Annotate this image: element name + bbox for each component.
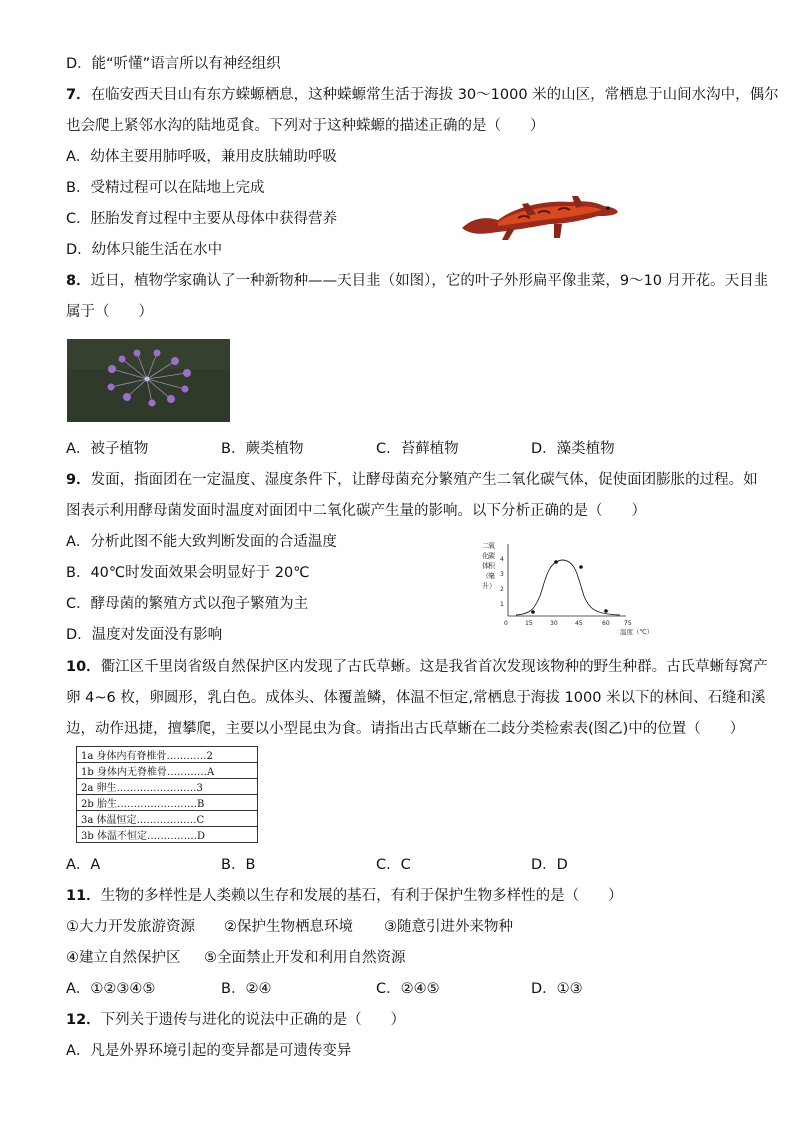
graph-xtick-75: 75	[624, 620, 632, 627]
q10-option-b: B．B	[221, 857, 256, 873]
q10-option-c: C．C	[376, 857, 411, 873]
graph-ylabel-2: 化	[482, 552, 489, 560]
q7-option-c: C．胚胎发育过程中主要从母体中获得营养	[66, 211, 338, 227]
q8-option-c: C．苔藓植物	[376, 441, 459, 457]
graph-ylabel-3: 碳	[488, 552, 495, 560]
q11-item-5: ⑤全面禁止开发和利用自然资源	[204, 950, 406, 966]
q8-stem-line2: 属于（ ）	[66, 304, 153, 320]
graph-curve	[516, 560, 620, 615]
q10-number: 10．	[66, 659, 101, 675]
dichotomous-key-table	[76, 746, 258, 843]
graph-ylabel-1: 氧	[488, 542, 495, 550]
key-row-1b: 1b 身体内无脊椎骨…………A	[77, 763, 258, 779]
q8-options-row	[66, 439, 746, 459]
graph-xtick-0: 0	[504, 620, 508, 627]
q6-option-d: D．能“听懂”语言所以有神经组织	[66, 56, 281, 72]
graph-ylabel-4: 体	[482, 562, 489, 570]
q8-number: 8．	[66, 273, 91, 289]
q11-option-b: B．②④	[221, 981, 272, 997]
flower-illustration	[67, 339, 230, 422]
q9-number: 9．	[66, 472, 91, 488]
q11-options-row	[66, 979, 746, 999]
graph-ylabel-6: （	[482, 572, 489, 580]
graph-ytick-1: 1	[500, 601, 504, 608]
q9-option-d: D．温度对发面没有影响	[66, 627, 223, 643]
key-row-2b: 2b 胎生……………………B	[77, 795, 258, 811]
graph-point-45	[579, 565, 583, 569]
graph-point-15	[531, 610, 535, 614]
q11-option-c: C．②④⑤	[376, 981, 440, 997]
q12-stem: 12．下列关于遗传与进化的说法中正确的是（ ）	[66, 1012, 406, 1028]
graph-point-30	[554, 560, 558, 564]
q11-item-2: ②保护生物栖息环境	[224, 919, 353, 935]
co2-temperature-graph	[480, 540, 660, 640]
graph-xlabel: 温度（℃）	[620, 628, 654, 636]
q10-options-row	[66, 855, 746, 875]
q11-item-1: ①大力开发旅游资源	[66, 919, 195, 935]
q9-option-c: C．酵母菌的繁殖方式以孢子繁殖为主	[66, 596, 309, 612]
q10-stem-line1: 10．衢江区千里岗省级自然保护区内发现了古氏草蜥。这是我省首次发现该物种的野生种群。古氏草蜥每窝产	[66, 659, 768, 675]
graph-point-60	[604, 609, 608, 613]
q10-option-d: D．D	[531, 857, 568, 873]
q11-item-4: ④建立自然保护区	[66, 950, 181, 966]
graph-ytick-2: 2	[500, 586, 504, 593]
key-row-2a: 2a 卵生……………………3	[77, 779, 258, 795]
q11-option-a: A．①②③④⑤	[66, 981, 156, 997]
graph-ytick-3: 3	[500, 571, 504, 578]
q12-number: 12．	[66, 1012, 101, 1028]
graph-xtick-30: 30	[550, 620, 558, 627]
q10-option-a: A．A	[66, 857, 101, 873]
key-row-1a: 1a 身体内有脊椎骨…………2	[77, 747, 258, 763]
key-row-3a: 3a 体温恒定………………C	[77, 811, 258, 827]
q11-item-3: ③随意引进外来物种	[384, 919, 513, 935]
q11-number: 11．	[66, 888, 101, 904]
graph-ylabel-5: 积	[488, 562, 495, 570]
q11-items-line2	[66, 948, 746, 968]
q10-stem-line2: 卵 4~6 枚，卵圆形，乳白色。成体头、体覆盖鳞，体温不恒定,常栖息于海拔 1000 米以下的林间、石缝和溪	[66, 690, 766, 706]
q8-option-d: D．藻类植物	[531, 441, 615, 457]
graph-ylabel-0: 二	[482, 542, 489, 550]
q9-option-a: A．分析此图不能大致判断发面的合适温度	[66, 534, 337, 550]
salamander-image	[458, 188, 620, 244]
q12-option-a: A．凡是外界环境引起的变异都是可遗传变异	[66, 1043, 352, 1059]
q9-option-b: B．40℃时发面效果会明显好于 20℃	[66, 565, 310, 581]
graph-ylabel-8: 升）	[482, 582, 496, 590]
q11-items-line1	[66, 917, 746, 937]
q7-option-b: B．受精过程可以在陆地上完成	[66, 180, 265, 196]
q8-option-a: A．被子植物	[66, 441, 149, 457]
key-row-3b: 3b 体温不恒定……………D	[77, 827, 258, 843]
q8-stem-line1: 8．近日，植物学家确认了一种新物种——天目韭（如图），它的叶子外形扁平像韭菜，9～10 月开花。天目韭	[66, 273, 769, 289]
tianmu-chive-photo	[67, 339, 230, 422]
q9-stem-line2: 图表示利用酵母菌发面时温度对面团中二氧化碳产生量的影响。以下分析正确的是（ ）	[66, 503, 646, 519]
graph-ytick-4: 4	[500, 556, 504, 563]
graph-xtick-15: 15	[525, 620, 533, 627]
q10-stem-line3: 边，动作迅捷，擅攀爬，主要以小型昆虫为食。请指出古氏草蜥在二歧分类检索表(图乙)中的位置（ ）	[66, 721, 745, 737]
q7-option-d: D．幼体只能生活在水中	[66, 242, 223, 258]
q11-option-d: D．①③	[531, 981, 583, 997]
q7-stem-line2: 也会爬上紧邻水沟的陆地觅食。下列对于这种蝾螈的描述正确的是（ ）	[66, 118, 545, 134]
q8-option-b: B．蕨类植物	[221, 441, 304, 457]
q7-stem-line1: 7．在临安西天目山有东方蝾螈栖息，这种蝾螈常生活于海拔 30～1000 米的山区，常栖息于山间水沟中，偶尔	[66, 87, 779, 103]
q11-stem: 11．生物的多样性是人类赖以生存和发展的基石，有利于保护生物多样性的是（ ）	[66, 888, 623, 904]
q9-stem-line1: 9．发面，指面团在一定温度、湿度条件下，让酵母菌充分繁殖产生二氧化碳气体，促使面团膨胀的过程。如	[66, 472, 758, 488]
q7-number: 7．	[66, 87, 91, 103]
graph-xtick-60: 60	[602, 620, 610, 627]
q7-option-a: A．幼体主要用肺呼吸，兼用皮肤辅助呼吸	[66, 149, 337, 165]
graph-ylabel-7: 毫	[488, 572, 495, 580]
graph-xtick-45: 45	[575, 620, 583, 627]
